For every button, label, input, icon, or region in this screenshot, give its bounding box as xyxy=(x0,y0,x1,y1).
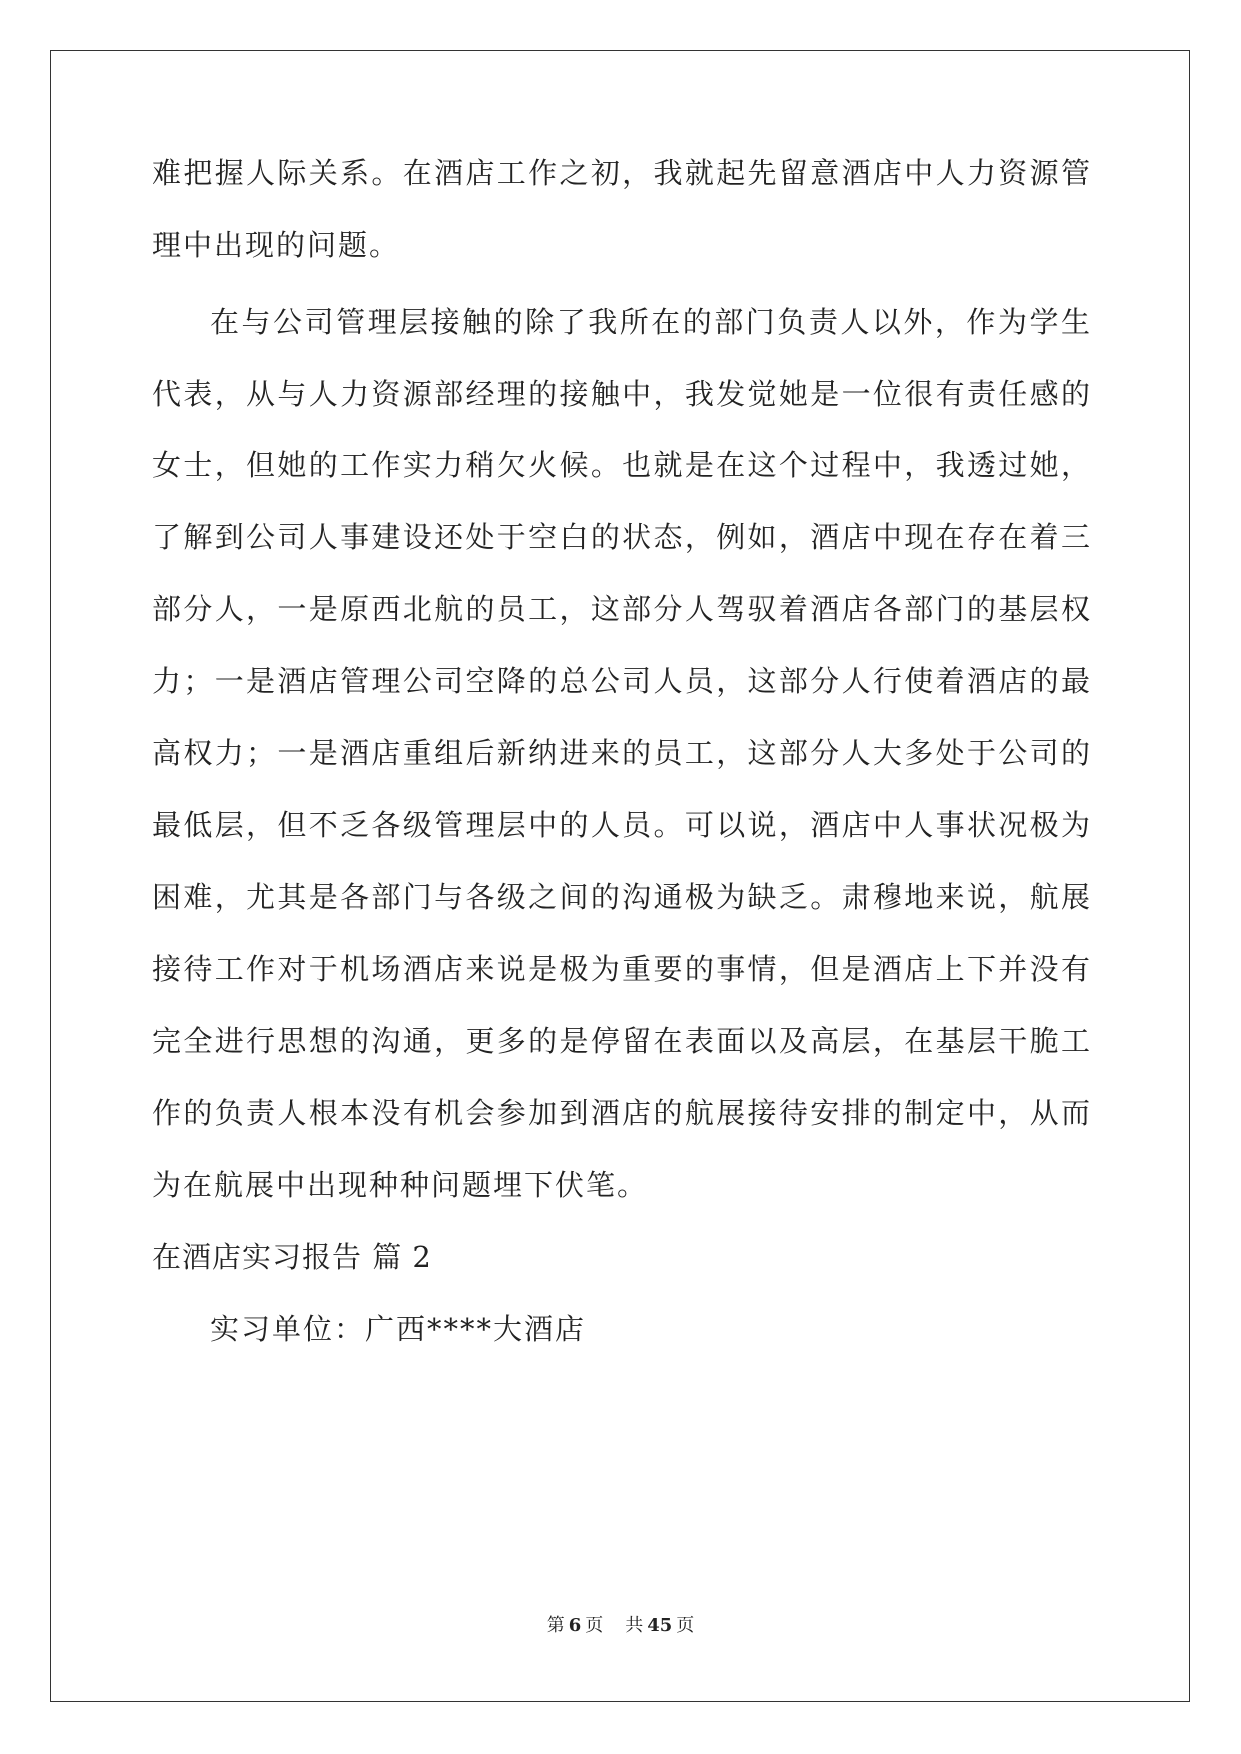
current-page-number: 6 xyxy=(568,1615,582,1636)
internship-unit-line: 实习单位：广西****大酒店 xyxy=(210,1312,587,1346)
paragraph-start-line: 在与公司管理层接触的除了我所在的部门负责人以外，作为学生 xyxy=(210,305,1090,339)
total-page-count: 45 xyxy=(647,1615,673,1636)
body-line: 理中出现的问题。 xyxy=(152,228,401,262)
footer-total-prefix: 共 xyxy=(625,1615,644,1636)
body-line: 最低层，但不乏各级管理层中的人员。可以说，酒店中人事状况极为 xyxy=(152,808,1090,842)
body-line: 作的负责人根本没有机会参加到酒店的航展接待安排的制定中，从而 xyxy=(152,1096,1090,1130)
body-line: 了解到公司人事建设还处于空白的状态，例如，酒店中现在存在着三 xyxy=(152,520,1090,554)
body-line: 力；一是酒店管理公司空降的总公司人员，这部分人行使着酒店的最 xyxy=(152,664,1090,698)
body-line: 部分人，一是原西北航的员工，这部分人驾驭着酒店各部门的基层权 xyxy=(152,592,1090,626)
footer-page-unit: 页 xyxy=(585,1615,604,1636)
body-line: 高权力；一是酒店重组后新纳进来的员工，这部分人大多处于公司的 xyxy=(152,736,1090,770)
body-line: 难把握人际关系。在酒店工作之初，我就起先留意酒店中人力资源管 xyxy=(152,156,1090,190)
body-line: 困难，尤其是各部门与各级之间的沟通极为缺乏。肃穆地来说，航展 xyxy=(152,880,1090,914)
body-line: 女士，但她的工作实力稍欠火候。也就是在这个过程中，我透过她， xyxy=(152,448,1090,482)
body-line: 完全进行思想的沟通，更多的是停留在表面以及高层，在基层干脆工 xyxy=(152,1024,1090,1058)
section-heading: 在酒店实习报告 篇 2 xyxy=(152,1240,432,1274)
footer-total-unit: 页 xyxy=(676,1615,695,1636)
body-line: 代表，从与人力资源部经理的接触中，我发觉她是一位很有责任感的 xyxy=(152,377,1090,411)
page-footer xyxy=(0,1614,1241,1638)
footer-prefix: 第 xyxy=(546,1615,565,1636)
body-line: 为在航展中出现种种问题埋下伏笔。 xyxy=(152,1168,649,1202)
body-line: 接待工作对于机场酒店来说是极为重要的事情，但是酒店上下并没有 xyxy=(152,952,1090,986)
page-border xyxy=(50,50,1190,1702)
